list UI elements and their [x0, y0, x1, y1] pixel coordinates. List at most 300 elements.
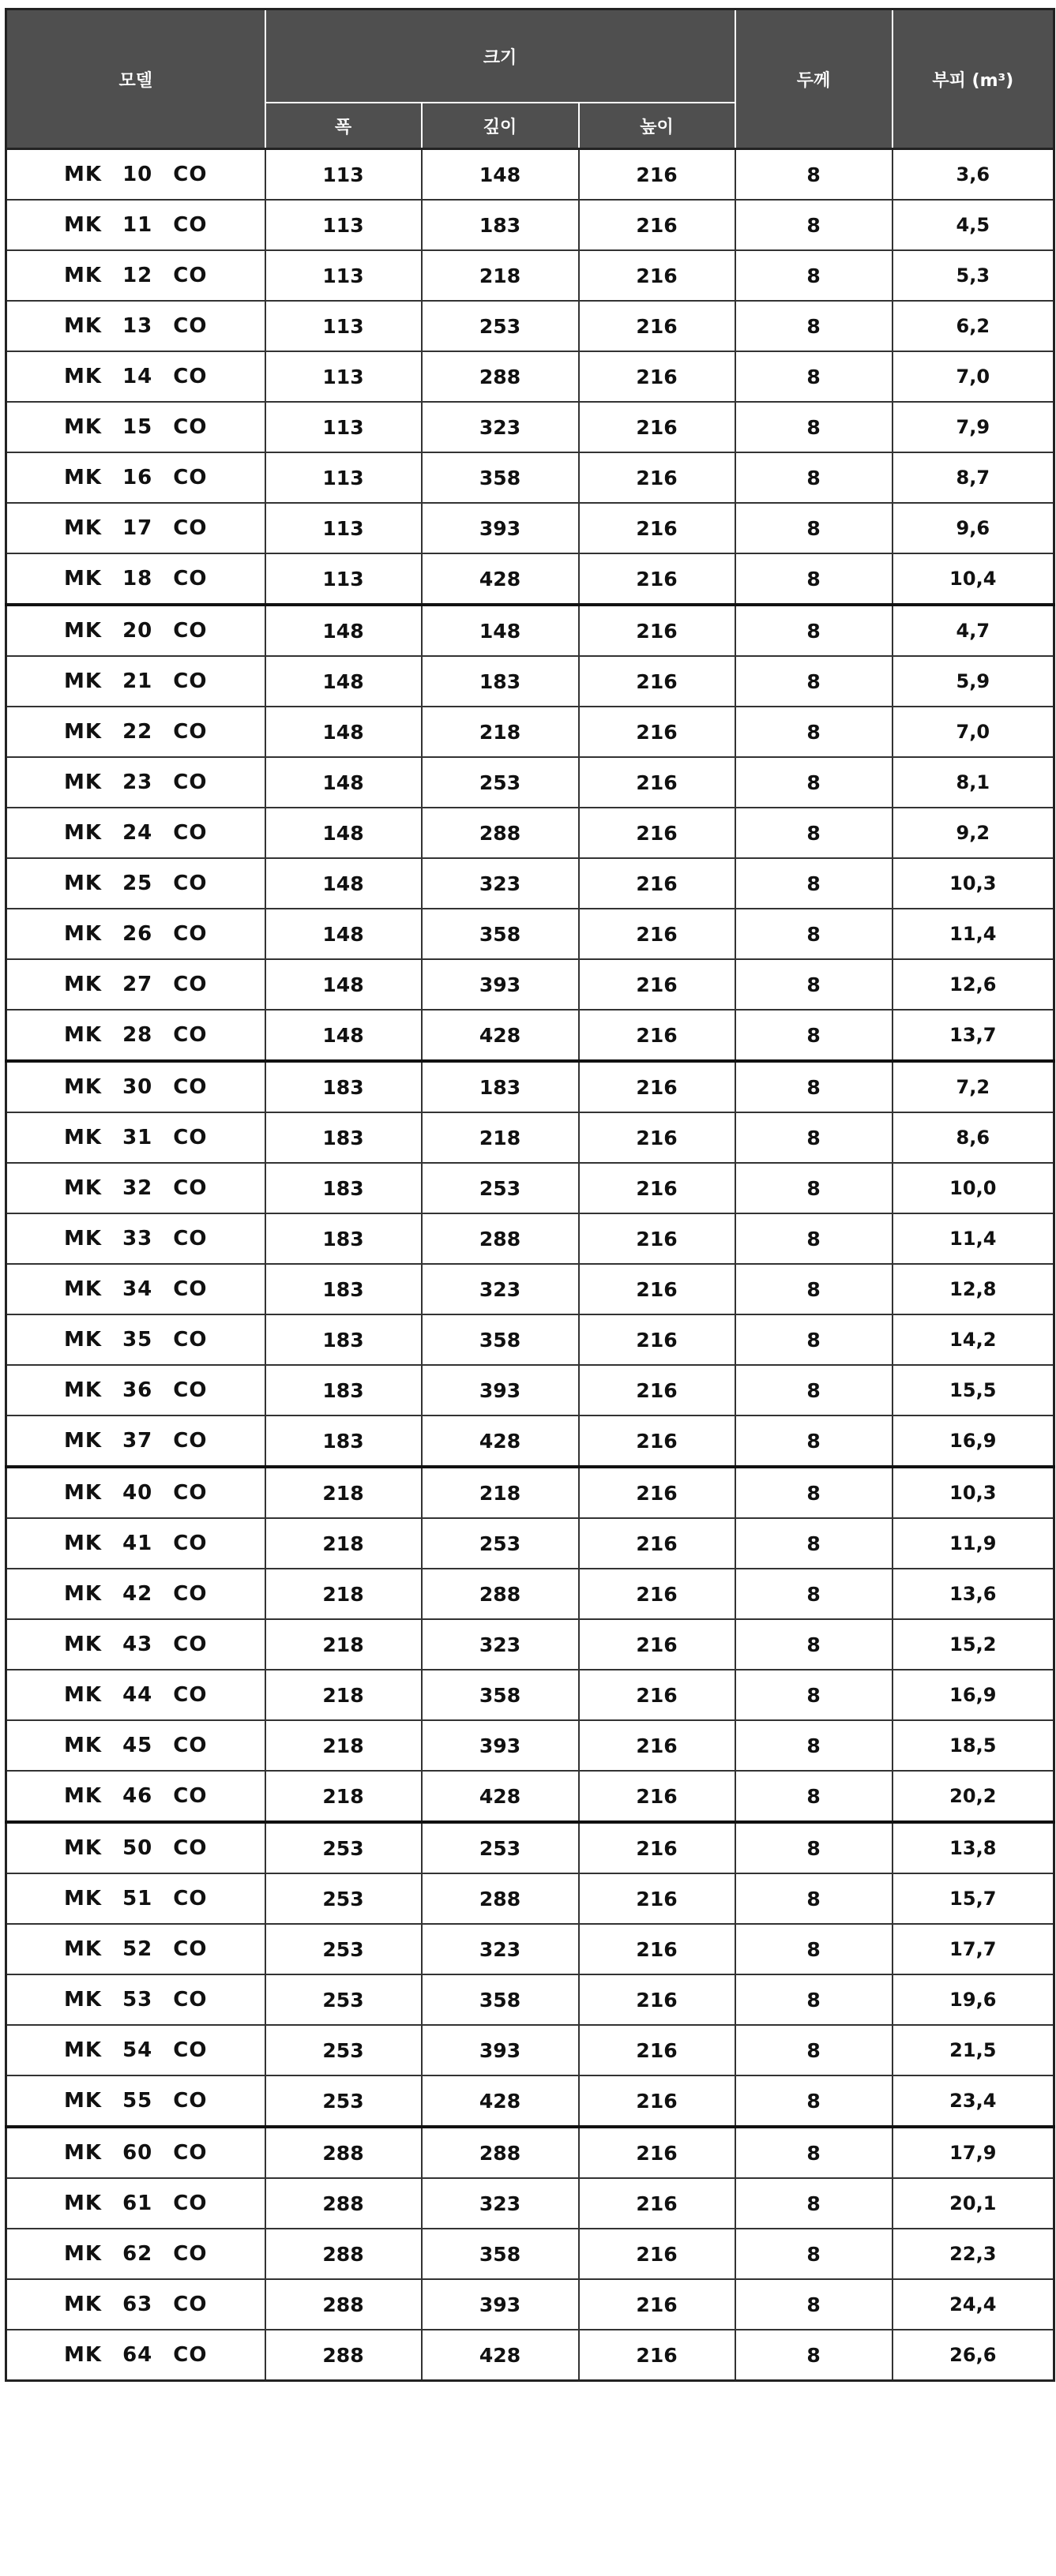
- cell-depth: 323: [422, 2178, 579, 2229]
- cell-depth: 428: [422, 1415, 579, 1467]
- table-body: [6, 149, 1054, 2381]
- cell-model: MK 33 CO: [6, 1213, 265, 1264]
- cell-height: 216: [579, 2229, 735, 2279]
- cell-width: 183: [265, 1365, 422, 1415]
- cell-model: MK 55 CO: [6, 2075, 265, 2127]
- cell-width: 218: [265, 1771, 422, 1822]
- cell-width: 113: [265, 301, 422, 351]
- cell-thickness: 8: [735, 1619, 893, 1670]
- cell-depth: 393: [422, 503, 579, 553]
- cell-depth: 253: [422, 757, 579, 808]
- table-row: [6, 1974, 1054, 2025]
- cell-model: MK 35 CO: [6, 1314, 265, 1365]
- cell-height: 216: [579, 959, 735, 1010]
- table-row: [6, 149, 1054, 201]
- cell-height: 216: [579, 858, 735, 909]
- cell-width: 253: [265, 1924, 422, 1974]
- cell-height: 216: [579, 200, 735, 250]
- cell-model: MK 12 CO: [6, 250, 265, 301]
- cell-height: 216: [579, 1518, 735, 1569]
- cell-model: MK 40 CO: [6, 1467, 265, 1518]
- cell-volume: 7,0: [893, 351, 1054, 402]
- table-row: [6, 1415, 1054, 1467]
- cell-width: 148: [265, 858, 422, 909]
- cell-volume: 7,2: [893, 1061, 1054, 1112]
- cell-height: 216: [579, 1974, 735, 2025]
- cell-height: 216: [579, 1163, 735, 1213]
- cell-height: 216: [579, 1924, 735, 1974]
- cell-height: 216: [579, 1670, 735, 1720]
- cell-depth: 323: [422, 402, 579, 452]
- cell-volume: 15,2: [893, 1619, 1054, 1670]
- table-row: [6, 605, 1054, 656]
- table-row: [6, 1924, 1054, 1974]
- cell-thickness: 8: [735, 1670, 893, 1720]
- table-row: [6, 2025, 1054, 2075]
- cell-thickness: 8: [735, 707, 893, 757]
- cell-width: 288: [265, 2127, 422, 2178]
- cell-width: 218: [265, 1670, 422, 1720]
- cell-volume: 26,6: [893, 2330, 1054, 2381]
- cell-width: 253: [265, 1873, 422, 1924]
- cell-thickness: 8: [735, 959, 893, 1010]
- cell-depth: 253: [422, 1163, 579, 1213]
- cell-width: 218: [265, 1720, 422, 1771]
- cell-volume: 4,7: [893, 605, 1054, 656]
- table-row: [6, 1264, 1054, 1314]
- cell-thickness: 8: [735, 1264, 893, 1314]
- cell-model: MK 45 CO: [6, 1720, 265, 1771]
- container-spec-table: [5, 8, 1055, 2382]
- cell-model: MK 63 CO: [6, 2279, 265, 2330]
- cell-volume: 9,6: [893, 503, 1054, 553]
- cell-thickness: 8: [735, 757, 893, 808]
- cell-volume: 23,4: [893, 2075, 1054, 2127]
- cell-volume: 17,9: [893, 2127, 1054, 2178]
- table-row: [6, 1569, 1054, 1619]
- cell-width: 218: [265, 1467, 422, 1518]
- header-volume: 부피 (m³): [893, 9, 1054, 149]
- cell-width: 288: [265, 2279, 422, 2330]
- cell-model: MK 53 CO: [6, 1974, 265, 2025]
- cell-thickness: 8: [735, 1010, 893, 1061]
- cell-model: MK 60 CO: [6, 2127, 265, 2178]
- cell-height: 216: [579, 1771, 735, 1822]
- cell-thickness: 8: [735, 2279, 893, 2330]
- table-row: [6, 1822, 1054, 1873]
- cell-thickness: 8: [735, 1112, 893, 1163]
- cell-volume: 13,8: [893, 1822, 1054, 1873]
- cell-thickness: 8: [735, 1924, 893, 1974]
- cell-width: 148: [265, 959, 422, 1010]
- cell-depth: 323: [422, 1619, 579, 1670]
- cell-model: MK 37 CO: [6, 1415, 265, 1467]
- cell-width: 148: [265, 909, 422, 959]
- header-thickness: 두께: [735, 9, 893, 149]
- cell-thickness: 8: [735, 1061, 893, 1112]
- cell-model: MK 26 CO: [6, 909, 265, 959]
- cell-volume: 7,0: [893, 707, 1054, 757]
- cell-model: MK 32 CO: [6, 1163, 265, 1213]
- cell-thickness: 8: [735, 1771, 893, 1822]
- cell-volume: 22,3: [893, 2229, 1054, 2279]
- cell-width: 113: [265, 200, 422, 250]
- cell-depth: 218: [422, 250, 579, 301]
- cell-depth: 288: [422, 1873, 579, 1924]
- cell-depth: 218: [422, 1112, 579, 1163]
- cell-height: 216: [579, 553, 735, 605]
- table-row: [6, 707, 1054, 757]
- cell-width: 288: [265, 2229, 422, 2279]
- table-row: [6, 1720, 1054, 1771]
- cell-volume: 11,4: [893, 909, 1054, 959]
- cell-model: MK 46 CO: [6, 1771, 265, 1822]
- cell-depth: 323: [422, 1924, 579, 1974]
- cell-thickness: 8: [735, 2330, 893, 2381]
- cell-height: 216: [579, 1010, 735, 1061]
- cell-thickness: 8: [735, 2127, 893, 2178]
- cell-depth: 393: [422, 959, 579, 1010]
- cell-thickness: 8: [735, 1974, 893, 2025]
- cell-volume: 12,8: [893, 1264, 1054, 1314]
- table-row: [6, 858, 1054, 909]
- cell-volume: 7,9: [893, 402, 1054, 452]
- table-row: [6, 1061, 1054, 1112]
- cell-height: 216: [579, 605, 735, 656]
- cell-width: 148: [265, 757, 422, 808]
- cell-height: 216: [579, 1619, 735, 1670]
- cell-height: 216: [579, 1314, 735, 1365]
- table-row: [6, 1163, 1054, 1213]
- cell-model: MK 52 CO: [6, 1924, 265, 1974]
- cell-width: 183: [265, 1112, 422, 1163]
- cell-depth: 288: [422, 351, 579, 402]
- cell-volume: 4,5: [893, 200, 1054, 250]
- table-row: [6, 2075, 1054, 2127]
- cell-thickness: 8: [735, 909, 893, 959]
- cell-thickness: 8: [735, 1822, 893, 1873]
- header-depth: 깊이: [422, 103, 579, 149]
- cell-volume: 12,6: [893, 959, 1054, 1010]
- table-row: [6, 909, 1054, 959]
- header-size: 크기: [265, 9, 735, 103]
- cell-volume: 6,2: [893, 301, 1054, 351]
- table-row: [6, 553, 1054, 605]
- cell-volume: 16,9: [893, 1415, 1054, 1467]
- cell-width: 253: [265, 2025, 422, 2075]
- cell-model: MK 61 CO: [6, 2178, 265, 2229]
- cell-width: 113: [265, 553, 422, 605]
- cell-height: 216: [579, 1061, 735, 1112]
- cell-depth: 358: [422, 452, 579, 503]
- cell-volume: 17,7: [893, 1924, 1054, 1974]
- cell-thickness: 8: [735, 1467, 893, 1518]
- cell-depth: 148: [422, 605, 579, 656]
- table-row: [6, 959, 1054, 1010]
- cell-volume: 20,2: [893, 1771, 1054, 1822]
- cell-depth: 183: [422, 200, 579, 250]
- cell-volume: 5,9: [893, 656, 1054, 707]
- cell-width: 148: [265, 808, 422, 858]
- header-height: 높이: [579, 103, 735, 149]
- cell-volume: 24,4: [893, 2279, 1054, 2330]
- cell-volume: 20,1: [893, 2178, 1054, 2229]
- cell-height: 216: [579, 2075, 735, 2127]
- table-row: [6, 808, 1054, 858]
- cell-height: 216: [579, 1873, 735, 1924]
- cell-height: 216: [579, 909, 735, 959]
- cell-height: 216: [579, 707, 735, 757]
- cell-model: MK 17 CO: [6, 503, 265, 553]
- cell-width: 183: [265, 1264, 422, 1314]
- cell-model: MK 15 CO: [6, 402, 265, 452]
- cell-volume: 15,5: [893, 1365, 1054, 1415]
- cell-volume: 5,3: [893, 250, 1054, 301]
- cell-height: 216: [579, 2330, 735, 2381]
- cell-model: MK 16 CO: [6, 452, 265, 503]
- table-row: [6, 2279, 1054, 2330]
- cell-height: 216: [579, 2279, 735, 2330]
- cell-width: 288: [265, 2178, 422, 2229]
- cell-depth: 323: [422, 858, 579, 909]
- cell-depth: 393: [422, 1365, 579, 1415]
- cell-thickness: 8: [735, 1314, 893, 1365]
- cell-width: 183: [265, 1213, 422, 1264]
- cell-height: 216: [579, 2025, 735, 2075]
- cell-depth: 393: [422, 2025, 579, 2075]
- cell-height: 216: [579, 656, 735, 707]
- cell-height: 216: [579, 1213, 735, 1264]
- cell-thickness: 8: [735, 351, 893, 402]
- cell-depth: 183: [422, 656, 579, 707]
- cell-volume: 21,5: [893, 2025, 1054, 2075]
- cell-height: 216: [579, 1822, 735, 1873]
- table-row: [6, 351, 1054, 402]
- cell-depth: 288: [422, 2127, 579, 2178]
- cell-height: 216: [579, 808, 735, 858]
- cell-width: 218: [265, 1619, 422, 1670]
- cell-depth: 428: [422, 2330, 579, 2381]
- cell-thickness: 8: [735, 1365, 893, 1415]
- cell-thickness: 8: [735, 200, 893, 250]
- cell-height: 216: [579, 1720, 735, 1771]
- cell-height: 216: [579, 1569, 735, 1619]
- table-row: [6, 1365, 1054, 1415]
- cell-height: 216: [579, 2178, 735, 2229]
- cell-width: 148: [265, 605, 422, 656]
- cell-height: 216: [579, 402, 735, 452]
- cell-height: 216: [579, 757, 735, 808]
- cell-model: MK 51 CO: [6, 1873, 265, 1924]
- cell-height: 216: [579, 1365, 735, 1415]
- cell-depth: 253: [422, 301, 579, 351]
- cell-model: MK 23 CO: [6, 757, 265, 808]
- cell-width: 183: [265, 1061, 422, 1112]
- cell-depth: 428: [422, 1771, 579, 1822]
- cell-height: 216: [579, 1264, 735, 1314]
- cell-volume: 8,7: [893, 452, 1054, 503]
- cell-depth: 183: [422, 1061, 579, 1112]
- cell-height: 216: [579, 1467, 735, 1518]
- table-row: [6, 2229, 1054, 2279]
- cell-thickness: 8: [735, 452, 893, 503]
- table-row: [6, 1670, 1054, 1720]
- cell-thickness: 8: [735, 2229, 893, 2279]
- cell-volume: 19,6: [893, 1974, 1054, 2025]
- cell-width: 253: [265, 2075, 422, 2127]
- cell-volume: 13,6: [893, 1569, 1054, 1619]
- cell-thickness: 8: [735, 2025, 893, 2075]
- cell-width: 288: [265, 2330, 422, 2381]
- cell-model: MK 30 CO: [6, 1061, 265, 1112]
- cell-depth: 358: [422, 1974, 579, 2025]
- cell-depth: 358: [422, 909, 579, 959]
- cell-depth: 218: [422, 707, 579, 757]
- header-width: 폭: [265, 103, 422, 149]
- cell-width: 183: [265, 1415, 422, 1467]
- cell-thickness: 8: [735, 1415, 893, 1467]
- table-row: [6, 200, 1054, 250]
- cell-depth: 288: [422, 808, 579, 858]
- cell-thickness: 8: [735, 808, 893, 858]
- table-row: [6, 2330, 1054, 2381]
- cell-volume: 8,6: [893, 1112, 1054, 1163]
- cell-volume: 18,5: [893, 1720, 1054, 1771]
- cell-height: 216: [579, 1415, 735, 1467]
- cell-model: MK 27 CO: [6, 959, 265, 1010]
- table-row: [6, 1619, 1054, 1670]
- cell-depth: 288: [422, 1569, 579, 1619]
- cell-volume: 10,4: [893, 553, 1054, 605]
- cell-model: MK 54 CO: [6, 2025, 265, 2075]
- cell-model: MK 10 CO: [6, 149, 265, 201]
- cell-thickness: 8: [735, 2075, 893, 2127]
- cell-model: MK 28 CO: [6, 1010, 265, 1061]
- table-header: [6, 9, 1054, 149]
- cell-width: 113: [265, 402, 422, 452]
- cell-model: MK 41 CO: [6, 1518, 265, 1569]
- cell-thickness: 8: [735, 250, 893, 301]
- cell-width: 253: [265, 1822, 422, 1873]
- cell-model: MK 24 CO: [6, 808, 265, 858]
- cell-height: 216: [579, 250, 735, 301]
- cell-height: 216: [579, 149, 735, 201]
- cell-height: 216: [579, 1112, 735, 1163]
- cell-depth: 148: [422, 149, 579, 201]
- table-row: [6, 656, 1054, 707]
- cell-thickness: 8: [735, 1213, 893, 1264]
- cell-depth: 323: [422, 1264, 579, 1314]
- cell-model: MK 36 CO: [6, 1365, 265, 1415]
- cell-width: 148: [265, 656, 422, 707]
- cell-depth: 253: [422, 1518, 579, 1569]
- cell-height: 216: [579, 2127, 735, 2178]
- cell-thickness: 8: [735, 1873, 893, 1924]
- cell-volume: 11,4: [893, 1213, 1054, 1264]
- cell-thickness: 8: [735, 2178, 893, 2229]
- cell-volume: 10,3: [893, 1467, 1054, 1518]
- table-row: [6, 452, 1054, 503]
- cell-volume: 10,3: [893, 858, 1054, 909]
- cell-depth: 358: [422, 1670, 579, 1720]
- cell-model: MK 64 CO: [6, 2330, 265, 2381]
- table-row: [6, 1873, 1054, 1924]
- cell-model: MK 44 CO: [6, 1670, 265, 1720]
- cell-depth: 393: [422, 1720, 579, 1771]
- table-row: [6, 1010, 1054, 1061]
- table-row: [6, 250, 1054, 301]
- cell-depth: 428: [422, 1010, 579, 1061]
- cell-model: MK 34 CO: [6, 1264, 265, 1314]
- cell-volume: 11,9: [893, 1518, 1054, 1569]
- cell-model: MK 62 CO: [6, 2229, 265, 2279]
- table-row: [6, 2127, 1054, 2178]
- cell-model: MK 22 CO: [6, 707, 265, 757]
- cell-thickness: 8: [735, 1518, 893, 1569]
- cell-depth: 393: [422, 2279, 579, 2330]
- table-row: [6, 1518, 1054, 1569]
- cell-thickness: 8: [735, 402, 893, 452]
- cell-width: 113: [265, 452, 422, 503]
- cell-width: 148: [265, 1010, 422, 1061]
- cell-width: 253: [265, 1974, 422, 2025]
- cell-model: MK 50 CO: [6, 1822, 265, 1873]
- cell-depth: 288: [422, 1213, 579, 1264]
- cell-depth: 218: [422, 1467, 579, 1518]
- table-row: [6, 1314, 1054, 1365]
- cell-width: 113: [265, 351, 422, 402]
- cell-model: MK 18 CO: [6, 553, 265, 605]
- cell-width: 218: [265, 1569, 422, 1619]
- cell-volume: 14,2: [893, 1314, 1054, 1365]
- cell-height: 216: [579, 452, 735, 503]
- cell-volume: 8,1: [893, 757, 1054, 808]
- cell-model: MK 13 CO: [6, 301, 265, 351]
- cell-thickness: 8: [735, 1163, 893, 1213]
- cell-thickness: 8: [735, 858, 893, 909]
- cell-thickness: 8: [735, 1720, 893, 1771]
- cell-volume: 15,7: [893, 1873, 1054, 1924]
- cell-width: 183: [265, 1314, 422, 1365]
- cell-model: MK 43 CO: [6, 1619, 265, 1670]
- cell-model: MK 42 CO: [6, 1569, 265, 1619]
- cell-depth: 428: [422, 553, 579, 605]
- cell-width: 113: [265, 250, 422, 301]
- cell-width: 218: [265, 1518, 422, 1569]
- table-row: [6, 301, 1054, 351]
- table-row: [6, 1112, 1054, 1163]
- cell-volume: 13,7: [893, 1010, 1054, 1061]
- cell-thickness: 8: [735, 605, 893, 656]
- cell-thickness: 8: [735, 1569, 893, 1619]
- cell-height: 216: [579, 503, 735, 553]
- cell-model: MK 11 CO: [6, 200, 265, 250]
- cell-model: MK 21 CO: [6, 656, 265, 707]
- table-row: [6, 2178, 1054, 2229]
- cell-width: 113: [265, 149, 422, 201]
- table-row: [6, 503, 1054, 553]
- cell-height: 216: [579, 351, 735, 402]
- table-row: [6, 1467, 1054, 1518]
- cell-volume: 3,6: [893, 149, 1054, 201]
- cell-depth: 428: [422, 2075, 579, 2127]
- cell-thickness: 8: [735, 301, 893, 351]
- cell-height: 216: [579, 301, 735, 351]
- cell-depth: 358: [422, 2229, 579, 2279]
- cell-width: 148: [265, 707, 422, 757]
- cell-thickness: 8: [735, 553, 893, 605]
- table-row: [6, 757, 1054, 808]
